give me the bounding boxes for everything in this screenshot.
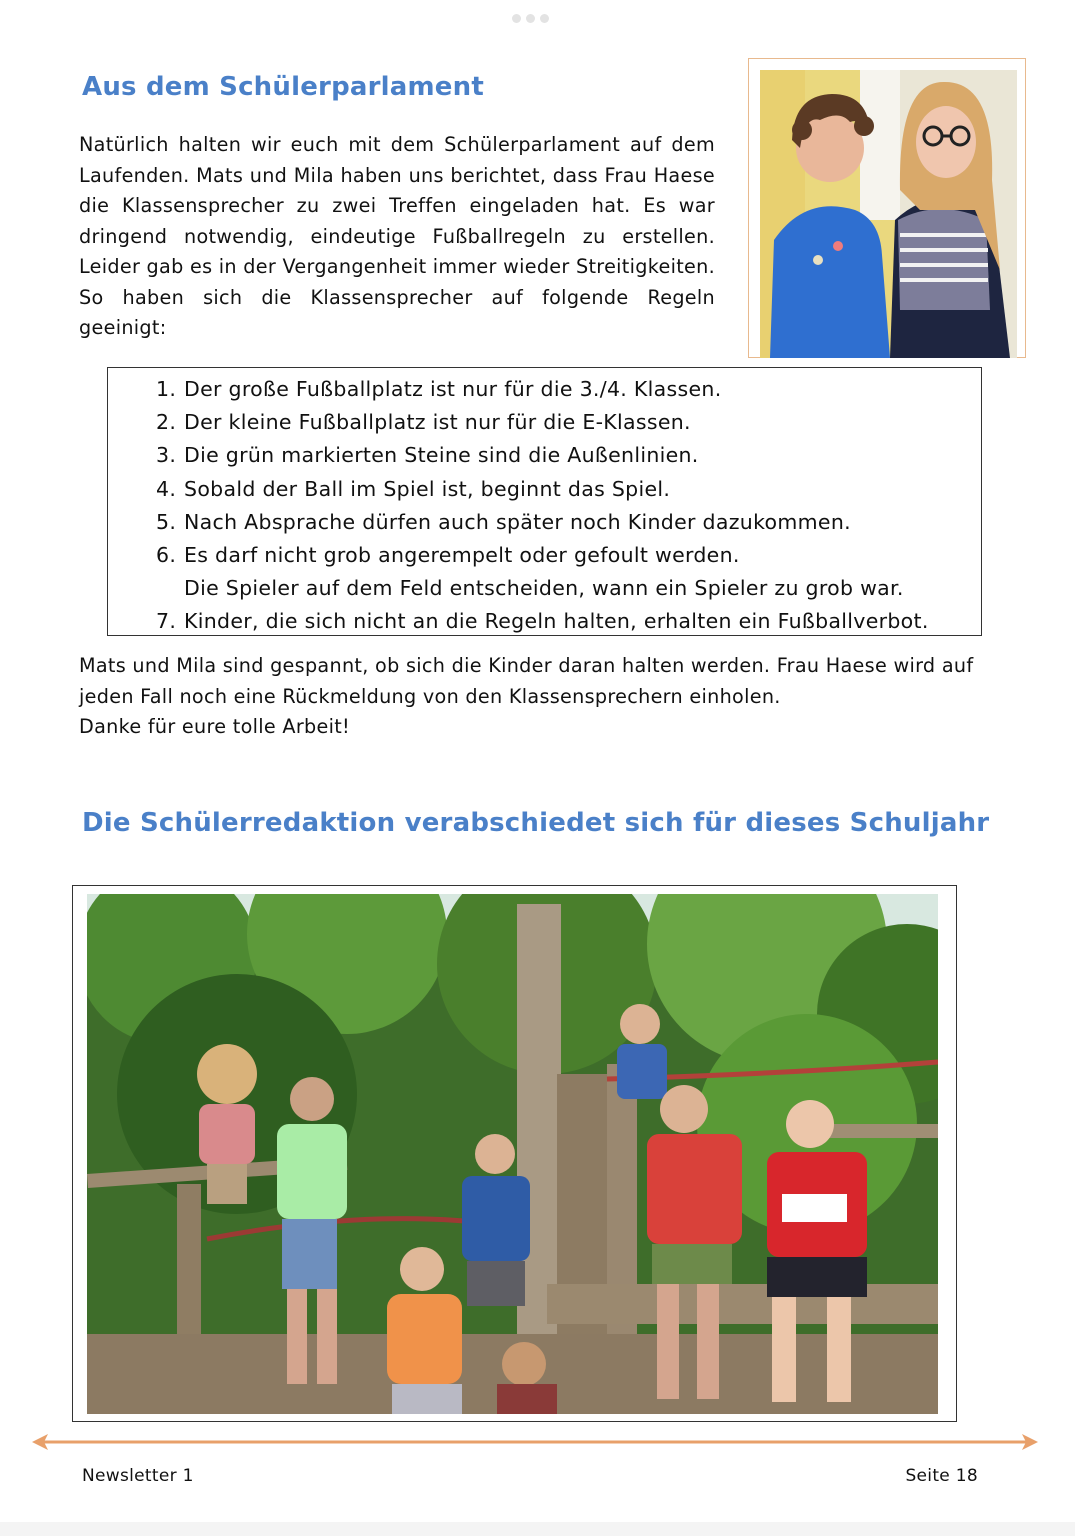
intro-paragraph: Natürlich halten wir euch mit dem Schülerparlament auf dem Laufenden. Mats und Mila haben uns berichtet, dass Frau Haese die Klassensprecher zu zwei Treffen eingeladen hat. Es war dringend notwendig, eindeutige Fußballregeln zu erstellen. Leider gab es in der Vergangenheit immer wieder Streitigkeiten. So haben sich die Klassensprecher auf folgende Regeln geeinigt: [79,133,715,339]
page-dot [526,14,535,23]
rule-item: 3. Die grün markierten Steine sind die Außenlinien. [156,443,699,468]
rule-item-continuation: Die Spieler auf dem Feld entscheiden, wann ein Spieler zu grob war. [184,576,904,601]
rule-item: 2. Der kleine Fußballplatz ist nur für die E-Klassen. [156,410,691,435]
rules-list [156,373,976,639]
photo-group-playground [87,894,938,1414]
footer-newsletter-label: Newsletter 1 [82,1466,194,1486]
outro-line: Mats und Mila sind gespannt, ob sich die Kinder daran halten werden. Frau Haese wird auf [79,654,974,677]
photo-mats-and-mila [748,58,1026,358]
outro-line: Danke für eure tolle Arbeit! [79,715,351,738]
page-dot [540,14,549,23]
page-dot [512,14,521,23]
photo-group-frame [72,885,957,1422]
rule-item: 6. Es darf nicht grob angerempelt oder gefoult werden. [156,543,740,568]
page-bottom-edge [0,1522,1075,1536]
rule-item: 7. Kinder, die sich nicht an die Regeln halten, erhalten ein Fußballverbot. [156,609,929,634]
rule-item: 4. Sobald der Ball im Spiel ist, beginnt das Spiel. [156,476,671,501]
outro-paragraph [79,651,1029,743]
outro-line: jeden Fall noch eine Rückmeldung von den Klassensprechern einholen. [79,684,781,708]
page-indicator [512,14,549,23]
footer-page-number: Seite 18 [905,1466,978,1486]
photo-two-children [760,70,1017,358]
rule-item: 5. Nach Absprache dürfen auch später noch Kinder dazukommen. [156,509,851,534]
football-rules-box [107,367,982,636]
horizontal-double-arrow-divider [30,1430,1040,1454]
rule-item: 1. Der große Fußballplatz ist nur für die 3./4. Klassen. [156,377,722,401]
section-title-schuelerredaktion: Die Schülerredaktion verabschiedet sich für dieses Schuljahr [82,808,990,838]
section-title-schuelerparlament: Aus dem Schülerparlament [82,72,484,102]
